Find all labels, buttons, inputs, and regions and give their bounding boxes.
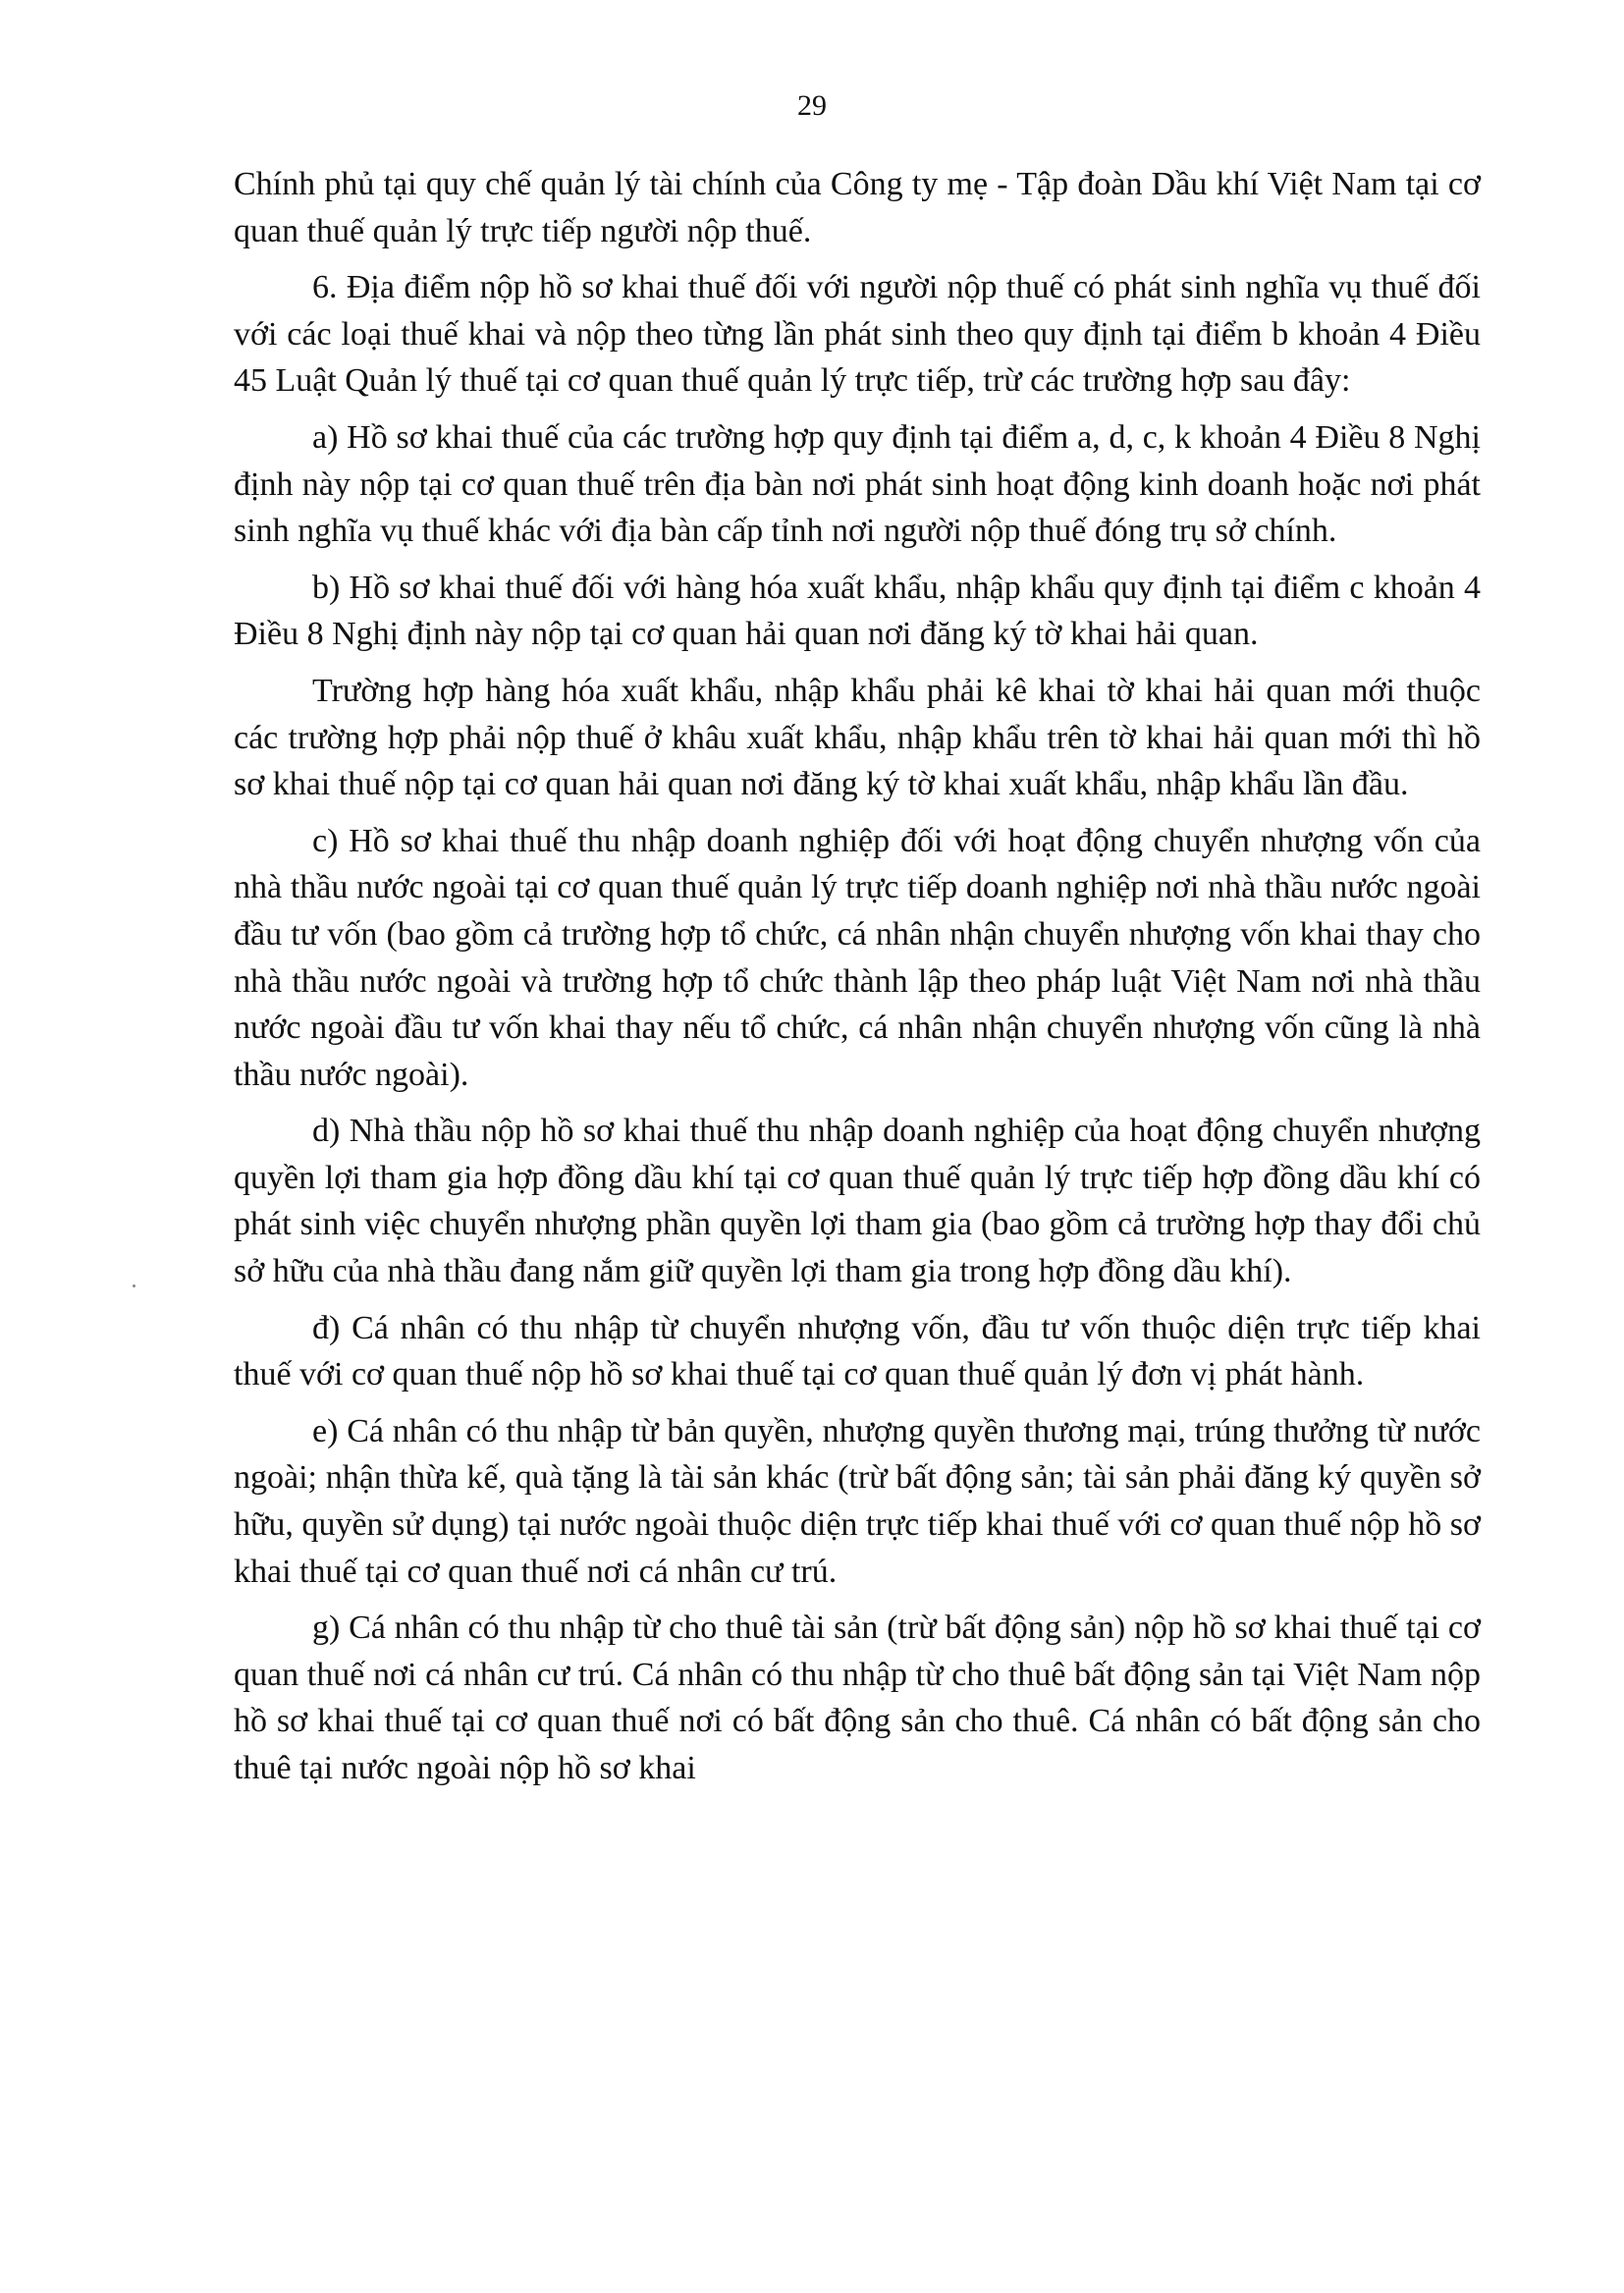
- paragraph-item-c: c) Hồ sơ khai thuế thu nhập doanh nghiệp đối với hoạt động chuyển nhượng vốn của nhà thầu nước ngoài tại cơ quan thuế quản lý trực tiếp doanh nghiệp nơi nhà thầu nước ngoài đầu tư vốn (bao gồm cả trường hợp tổ chức, cá nhân nhận chuyển nhượng vốn khai thay cho nhà thầu nước ngoài và trường hợp tổ chức thành lập theo pháp luật Việt Nam nơi nhà thầu nước ngoài đầu tư vốn khai thay nếu tổ chức, cá nhân nhận chuyển nhượng vốn cũng là nhà thầu nước ngoài).: [234, 822, 1481, 1093]
- document-body: [234, 161, 1481, 1802]
- paragraph-clause-6: 6. Địa điểm nộp hồ sơ khai thuế đối với người nộp thuế có phát sinh nghĩa vụ thuế đối với các loại thuế khai và nộp theo từng lần phát sinh theo quy định tại điểm b khoản 4 Điều 45 Luật Quản lý thuế tại cơ quan thuế quản lý trực tiếp, trừ các trường hợp sau đây:: [234, 269, 1481, 400]
- paragraph-item-b: b) Hồ sơ khai thuế đối với hàng hóa xuất khẩu, nhập khẩu quy định tại điểm c khoản 4 Điều 8 Nghị định này nộp tại cơ quan hải quan nơi đăng ký tờ khai hải quan.: [234, 569, 1481, 653]
- paragraph-item-a: a) Hồ sơ khai thuế của các trường hợp quy định tại điểm a, d, c, k khoản 4 Điều 8 Nghị định này nộp tại cơ quan thuế trên địa bàn nơi phát sinh hoạt động kinh doanh hoặc nơi phát sinh nghĩa vụ thuế khác với địa bàn cấp tỉnh nơi người nộp thuế đóng trụ sở chính.: [234, 418, 1481, 550]
- paragraph-item-e: e) Cá nhân có thu nhập từ bản quyền, nhượng quyền thương mại, trúng thưởng từ nước ngoài; nhận thừa kế, quà tặng là tài sản khác (trừ bất động sản; tài sản phải đăng ký quyền sở hữu, quyền sử dụng) tại nước ngoài thuộc diện trực tiếp khai thuế với cơ quan thuế nộp hồ sơ khai thuế tại cơ quan thuế nơi cá nhân cư trú.: [234, 1412, 1481, 1590]
- scan-speck: [133, 1284, 135, 1287]
- paragraph-item-g: g) Cá nhân có thu nhập từ cho thuê tài sản (trừ bất động sản) nộp hồ sơ khai thuế tại cơ quan thuế nơi cá nhân cư trú. Cá nhân có thu nhập từ cho thuê bất động sản tại Việt Nam nộp hồ sơ khai thuế tại cơ quan thuế nơi có bất động sản cho thuê. Cá nhân có bất động sản cho thuê tại nước ngoài nộp hồ sơ khai: [234, 1610, 1481, 1786]
- paragraph-item-d: d) Nhà thầu nộp hồ sơ khai thuế thu nhập doanh nghiệp của hoạt động chuyển nhượng quyền lợi tham gia hợp đồng dầu khí tại cơ quan thuế quản lý trực tiếp hợp đồng dầu khí có phát sinh việc chuyển nhượng phần quyền lợi tham gia (bao gồm cả trường hợp thay đổi chủ sở hữu của nhà thầu đang nắm giữ quyền lợi tham gia trong hợp đồng dầu khí).: [234, 1113, 1481, 1290]
- paragraph-continuation: Chính phủ tại quy chế quản lý tài chính của Công ty mẹ - Tập đoàn Dầu khí Việt Nam tại cơ quan thuế quản lý trực tiếp người nộp thuế.: [234, 166, 1481, 249]
- paragraph-item-b-note: Trường hợp hàng hóa xuất khẩu, nhập khẩu phải kê khai tờ khai hải quan mới thuộc các trường hợp phải nộp thuế ở khâu xuất khẩu, nhập khẩu trên tờ khai hải quan mới thì hồ sơ khai thuế nộp tại cơ quan hải quan nơi đăng ký tờ khai xuất khẩu, nhập khẩu lần đầu.: [234, 672, 1481, 803]
- page-number: 29: [797, 89, 827, 122]
- paragraph-item-dd: đ) Cá nhân có thu nhập từ chuyển nhượng vốn, đầu tư vốn thuộc diện trực tiếp khai thuế với cơ quan thuế nộp hồ sơ khai thuế tại cơ quan thuế quản lý đơn vị phát hành.: [234, 1309, 1481, 1393]
